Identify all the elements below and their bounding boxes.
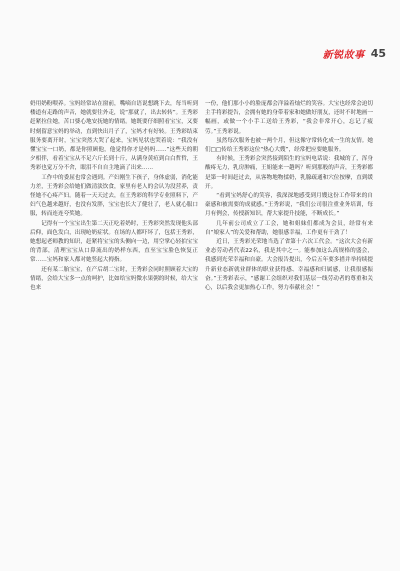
- paragraph: 几年前公司成立了工会，她和姐妹们都成为会员，经常有来自“娘家人”的关爱和帮助，她很感幸福，工作更有干劲了！: [205, 220, 373, 236]
- paragraph: 虽然每次服务也被一两个月，但这像守常转化成一生的友情。她们□□传给王秀彩这位“热心大嫂”，经常把应要她服务。: [205, 137, 373, 154]
- page-header: [323, 46, 386, 61]
- paragraph: 近日，王秀彩光荣地当选了省第十六次工代会。“这次大会有新业态劳动者代表22名，我是其中之一。能参加这么高规格的盛会，我感到光荣幸福和自豪。大会报告提出，今后五年要多措并举持续提升新业态新就业群体的职业获得感、幸福感和归属感，让我很感振奋。”王秀彩表示，“感谢工会组织对我们基层一线劳动者的尊重和关心，以后我会更加热心工作，努力奉献社会！”: [205, 239, 373, 292]
- paragraph: “看到宝妈舒心的笑容，我深深地感受到月嫂这份工作带来的自豪感和被需要的成就感。”王秀彩说，“我们公司很注重业务培训，每月有例会，传授新知识，帮大家提升技能，不断成长。”: [205, 193, 373, 218]
- page-number: 45: [370, 47, 386, 60]
- paragraph: 记得有一个宝宝出生第二天正吃着奶时，王秀彩突然发现他头部后仰，面色发白，出现呛奶症状。在场的人都吓坏了，包括王秀彩，她想起老师教的知识，赶紧将宝宝的头侧向一边，用空掌心轻拍宝宝的背部，清理宝宝从口鼻流出的奶样东西，直至宝宝脸色恢复正常……宝妈和家人都对她竖起大拇指。: [30, 220, 198, 264]
- section-title: 新锐故事: [322, 50, 365, 61]
- paragraph: 奶用奶粉喂养。宝妈经常站在窗前，嘴嘀自语说想跳下去，每当听到楼道有走路的声音，她就要往外走，说“那就了，出去转转”。王秀彩赶紧拉住她，苦口婆心地安抚她的情绪。她既要仔细照看宝宝，又要时刻留意宝妈的举动，直到快出月子了，宝妈才有好转。王秀彩结束服务要离开时，宝宝突然大哭了起来，宝妈见状也哭着说：“我没有懂宝宝一口奶，都是你照顾他，他觉得你才是妈妈……”这些天的朝夕相伴，看着宝宝从不足六斤长到十斤，从满身黄疸到白白哲哲，王秀彩也觉万分不舍，眼泪不自自主地滴了出来……: [30, 101, 199, 172]
- left-column: [30, 100, 198, 293]
- paragraph: 工作中的委屈也常会遇到。产妇刚生下孩子，身体虚弱，消化能力差，王秀彩会给她们做清淡饮食，家里有老人的会认为没营养，责怪她不心疼产妇。随着一天天过去，在王秀彩的科学专业照料下，产妇气色越来越好，也没有发胖，宝宝也长大了健壮了，老人就心服口服，转而连连夸奖她。: [30, 174, 198, 218]
- paragraph: 有时候，王秀彩会突然接到陌生的宝妈电话说：我城的了，浑身酸疼无力，乳房肿痛，王姐能来一趟吗？听到那般的声音，王秀彩都是第一时间赶过去，从客物地物揉奶，乳腺疏通和穴位按摩，直到缓开。: [205, 156, 373, 190]
- right-column: [205, 100, 373, 293]
- paragraph: 一份，他们那小小的脸庞都会洋溢着灿烂的笑容。大宝也经常会迫切主手将彩提告，会拥有她的身带着家和她做好朋友，还时不时地画一幅画，或做一个小手工送给王秀彩，“我会非常开心，忘记了疲劳。”王秀彩说。: [205, 101, 373, 135]
- paragraph: 还有某二胎宝宝，在产后胡二宝时，王秀彩会同时照顾着大宝的情绪，会给大宝多一点的呵护，比如给宝妈微水果粥的时候，给大宝也来: [30, 266, 198, 292]
